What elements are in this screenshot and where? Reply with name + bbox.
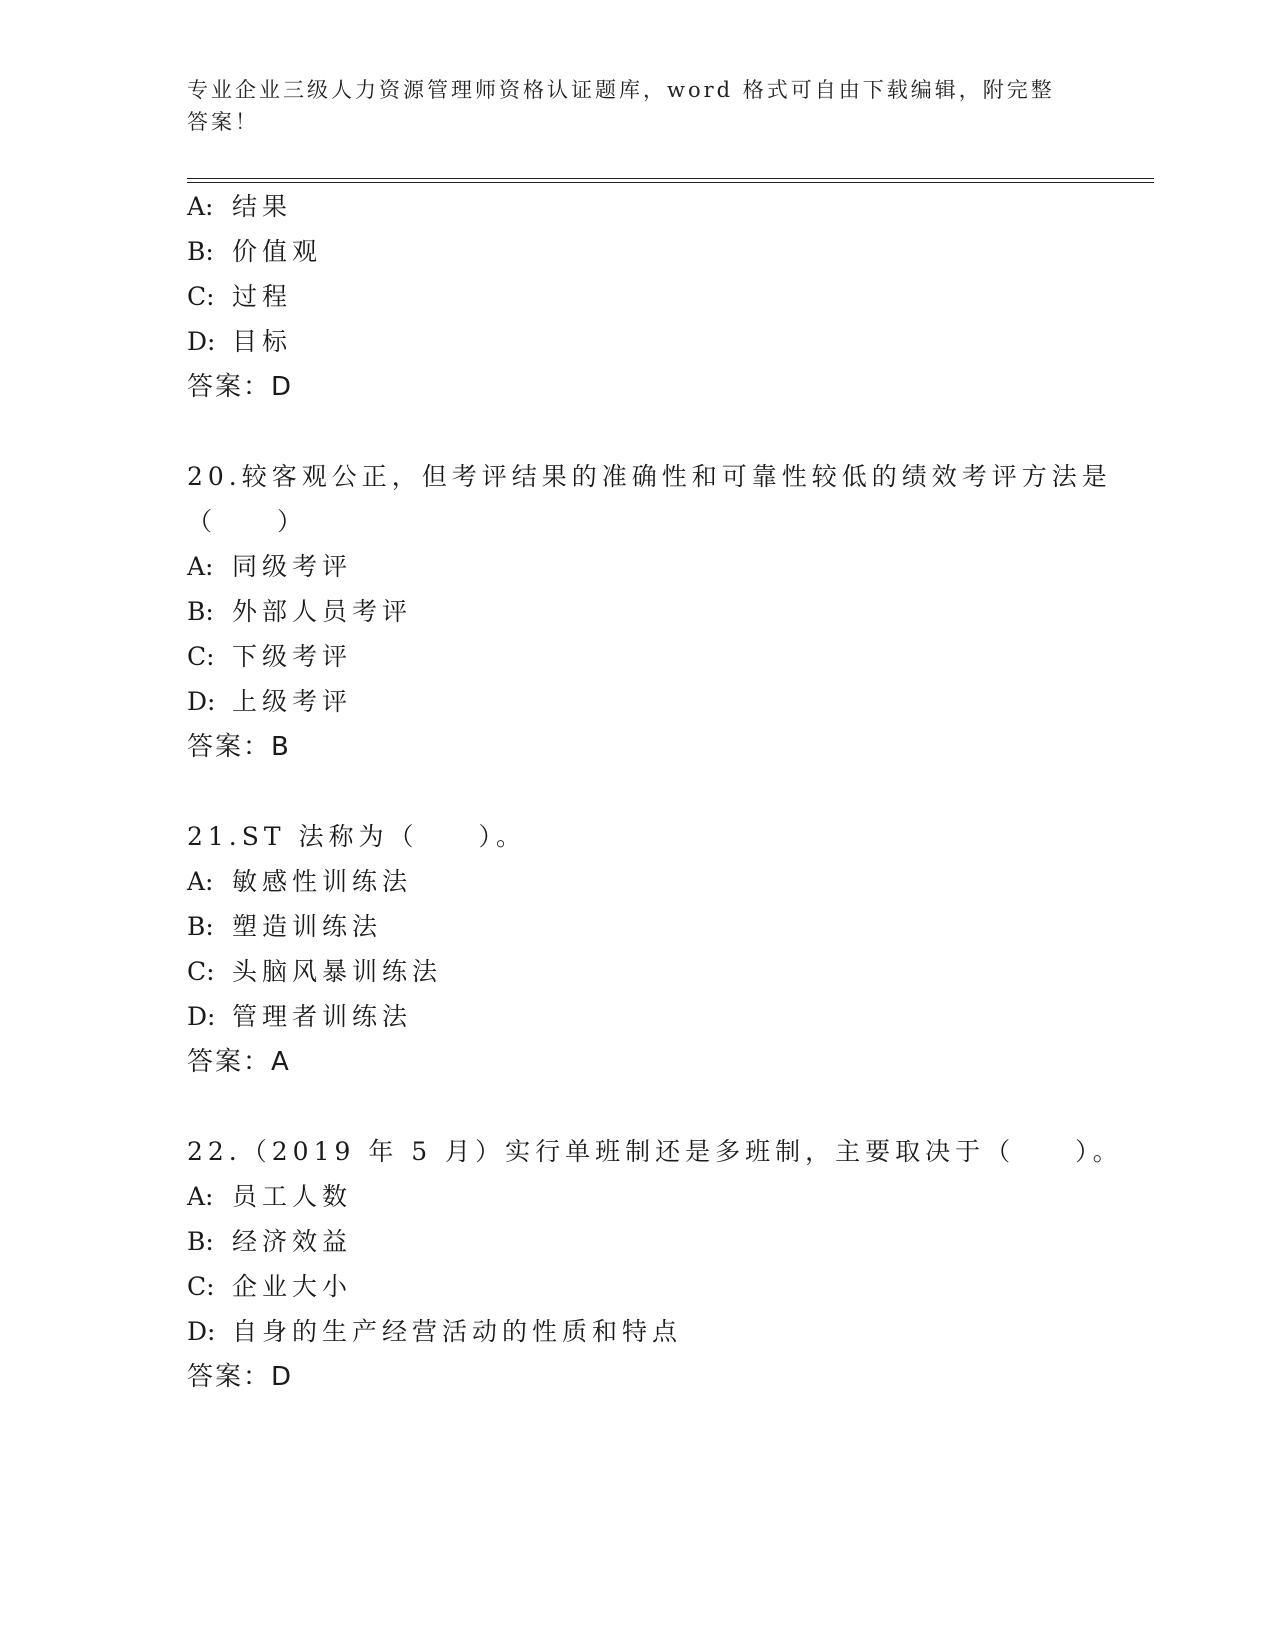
- option-text: 员工人数: [232, 1182, 353, 1211]
- option-text: 企业大小: [232, 1272, 353, 1301]
- option-letter: B:: [187, 1227, 214, 1256]
- header-note-line-1: 专业企业三级人力资源管理师资格认证题库，word 格式可自由下载编辑，附完整: [187, 78, 1055, 102]
- q20-option-b: [187, 596, 412, 628]
- option-letter: B:: [187, 237, 214, 266]
- option-letter: B:: [187, 597, 214, 626]
- q22-answer: 答案：D: [187, 1362, 294, 1392]
- q19-option-c: [187, 281, 292, 313]
- q21-stem-line-1: 21.ST 法称为（ ）。: [187, 822, 527, 851]
- option-text: 外部人员考评: [232, 597, 413, 626]
- option-text: 管理者训练法: [232, 1002, 413, 1031]
- q22-option-a: [187, 1181, 352, 1213]
- option-letter: C:: [187, 1272, 215, 1301]
- header-note: [187, 74, 1067, 138]
- q21-option-a: [187, 866, 412, 898]
- q20-stem-line-1: 20.较客观公正，但考评结果的准确性和可靠性较低的绩效考评方法是: [187, 462, 1112, 491]
- option-text: 下级考评: [232, 642, 353, 671]
- q22-option-b: [187, 1226, 352, 1258]
- option-letter: A:: [187, 1182, 214, 1211]
- q22-option-d: [187, 1316, 682, 1348]
- q21-option-c: [187, 956, 442, 988]
- option-letter: D:: [187, 1317, 216, 1346]
- header-divider: [187, 178, 1154, 183]
- option-text: 上级考评: [232, 687, 353, 716]
- option-letter: C:: [187, 282, 215, 311]
- option-letter: D:: [187, 327, 216, 356]
- q19-option-a: [187, 191, 292, 223]
- option-letter: C:: [187, 642, 215, 671]
- q20-answer: 答案：B: [187, 732, 291, 762]
- option-text: 过程: [232, 282, 293, 311]
- q20-option-d: [187, 686, 352, 718]
- option-text: 结果: [232, 192, 293, 221]
- option-letter: D:: [187, 1002, 216, 1031]
- q21-option-b: [187, 911, 382, 943]
- q22-stem-line-1: 22.（2019 年 5 月）实行单班制还是多班制，主要取决于（ ）。: [187, 1137, 1123, 1166]
- option-letter: A:: [187, 867, 214, 896]
- header-note-line-2: 答案！: [187, 110, 259, 134]
- option-letter: B:: [187, 912, 214, 941]
- option-text: 头脑风暴训练法: [232, 957, 443, 986]
- option-letter: A:: [187, 192, 214, 221]
- option-text: 敏感性训练法: [232, 867, 413, 896]
- option-text: 价值观: [232, 237, 323, 266]
- q20-option-c: [187, 641, 352, 673]
- option-letter: D:: [187, 687, 216, 716]
- q19-answer: 答案：D: [187, 372, 294, 402]
- q19-option-d: [187, 326, 292, 358]
- q20-option-a: [187, 551, 352, 583]
- option-letter: A:: [187, 552, 214, 581]
- option-text: 目标: [232, 327, 293, 356]
- option-text: 塑造训练法: [232, 912, 383, 941]
- q22-option-c: [187, 1271, 352, 1303]
- q19-option-b: [187, 236, 322, 268]
- q20-stem-line-2: （ ）: [187, 507, 308, 536]
- option-text: 同级考评: [232, 552, 353, 581]
- option-text: 经济效益: [232, 1227, 353, 1256]
- option-text: 自身的生产经营活动的性质和特点: [232, 1317, 683, 1346]
- q21-answer: 答案：A: [187, 1047, 291, 1077]
- q21-option-d: [187, 1001, 412, 1033]
- option-letter: C:: [187, 957, 215, 986]
